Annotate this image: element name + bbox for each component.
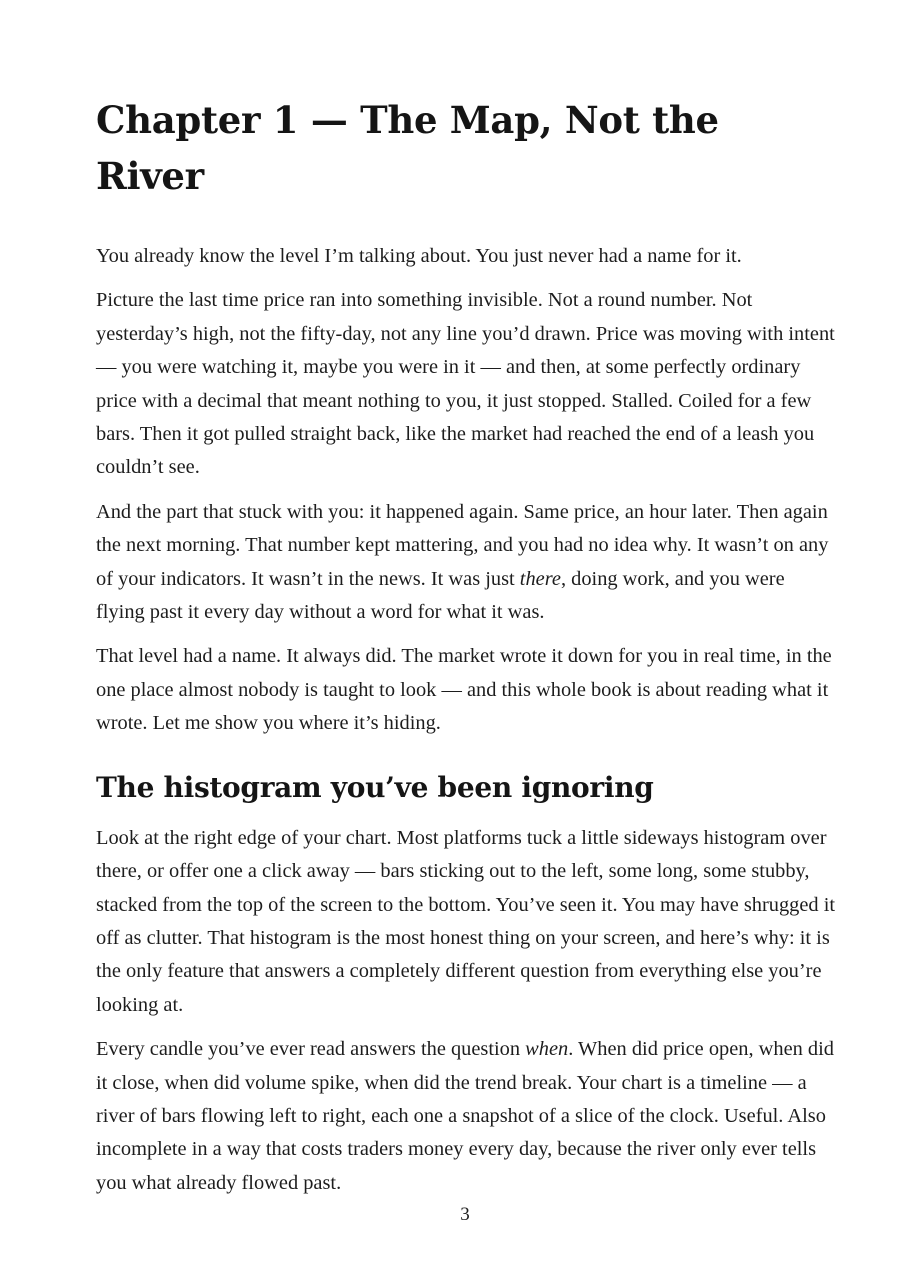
section-heading: The histogram you’ve been ignoring [96, 770, 654, 804]
paragraph-invisible-level: Picture the last time price ran into something invisible. Not a round number. Not yesterday’s high, not the fifty-day, not any line you’d drawn. Price was moving with intent — you were watching it, maybe you were in it — and then, at some perfectly ordinary price with a decimal that meant nothing to you, it just stopped. Stalled. Coiled for a few bars. Then it got pulled straight back, like the market had reached the end of a leash you couldn’t see. [96, 289, 835, 479]
page-content [96, 92, 836, 1211]
paragraph-text: , doing work, and you were flying past it every day without a word for what it was. [96, 567, 785, 624]
paragraph-level-had-name: That level had a name. It always did. The market wrote it down for you in real time, in the one place almost nobody is taught to look — and this whole book is about reading what it wrote. Let me show you where it’s hiding. [96, 645, 832, 735]
paragraph-happened-again [96, 496, 836, 630]
paragraph-right-edge: Look at the right edge of your chart. Most platforms tuck a little sideways histogram over there, or offer one a click away — bars sticking out to the left, some long, some stubby, stacked from the top of the screen to the bottom. You’ve seen it. You may have shrugged it off as clutter. That histogram is the most honest thing on your screen, and here’s why: it is the only feature that answers a completely different question from everything else you’re looking at. [96, 826, 836, 1016]
chapter-title: Chapter 1 — The Map, Not the River [96, 98, 719, 198]
paragraph-text: . When did price open, when did it close, when did volume spike, when did the trend break. Your chart is a timeline — a river of bars flowing left to right, each one a snapshot of a slice of the clock. Useful. Also incomplete in a way that costs traders money every day, because the river only ever tells you what already flowed past. [96, 1038, 834, 1194]
emphasis-there: there [519, 567, 561, 590]
paragraph-every-candle [96, 1033, 836, 1200]
paragraph-intro: You already know the level I’m talking about. You just never had a name for it. [96, 245, 742, 267]
page-number: 3 [460, 1204, 470, 1225]
paragraph-text: Every candle you’ve ever read answers the question [96, 1038, 526, 1061]
paragraph-text: And the part that stuck with you: it happened again. Same price, an hour later. Then again the next morning. That number kept mattering, and you had no idea why. It wasn’t on any of your indicators. It wasn’t in the news. It was just [96, 500, 829, 590]
emphasis-when: when [525, 1038, 569, 1061]
